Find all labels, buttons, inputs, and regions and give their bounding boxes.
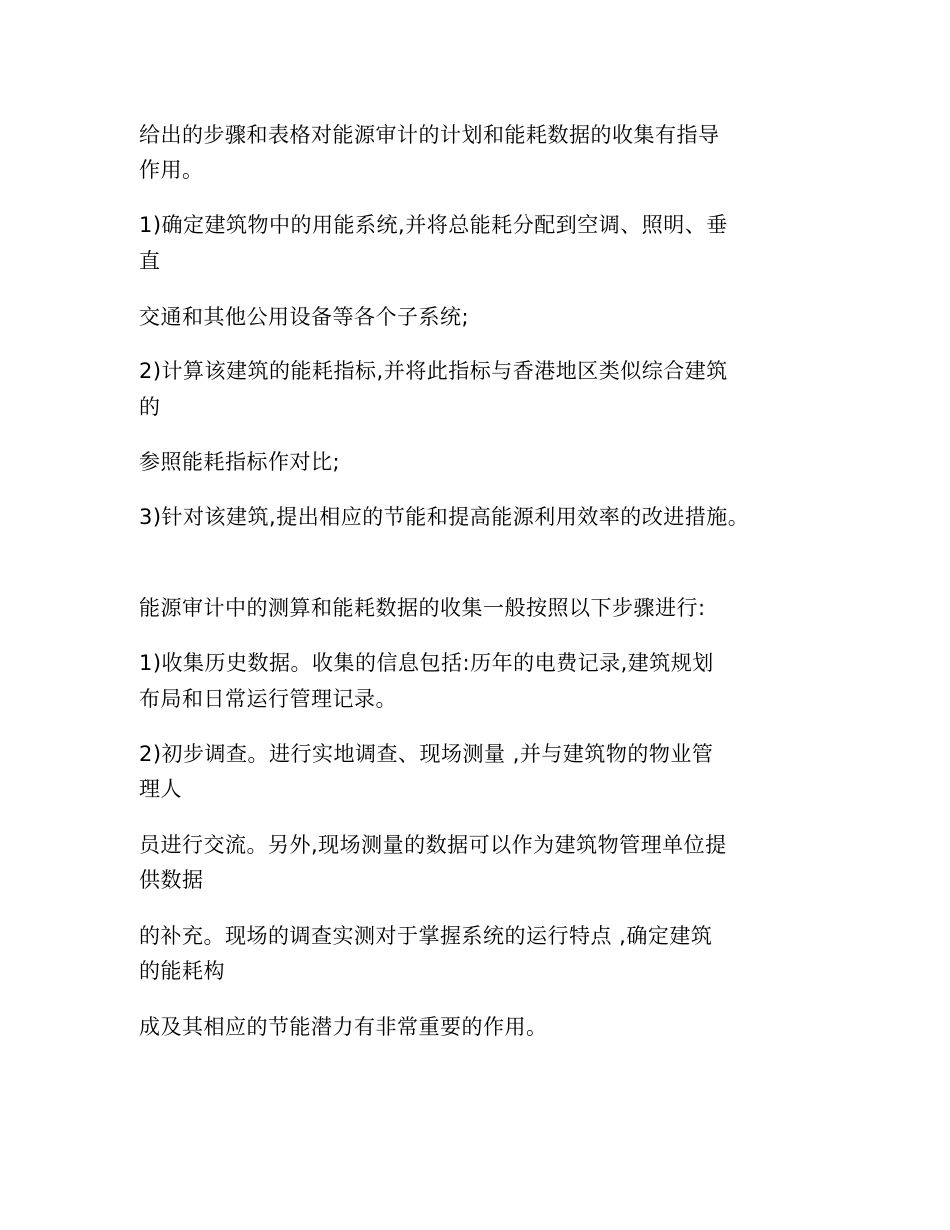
text-line: 的补充。现场的调查实测对于掌握系统的运行特点 ,确定建筑 bbox=[139, 924, 713, 948]
text-line: 供数据 bbox=[139, 868, 204, 892]
text-line: 2)初步调查。进行实地调查、现场测量 ,并与建筑物的物业管 bbox=[139, 742, 714, 766]
text-line: 1)收集历史数据。收集的信息包括:历年的电费记录,建筑规划 bbox=[139, 651, 714, 675]
text-line: 给出的步骤和表格对能源审计的计划和能耗数据的收集有指导 bbox=[139, 123, 720, 147]
text-line: 交通和其他公用设备等各个子系统; bbox=[139, 305, 470, 329]
text-line: 布局和日常运行管理记录。 bbox=[139, 687, 397, 711]
text-line: 的能耗构 bbox=[139, 959, 225, 983]
text-line: 的 bbox=[139, 395, 161, 419]
text-line: 理人 bbox=[139, 777, 182, 801]
text-line: 员进行交流。另外,现场测量的数据可以作为建筑物管理单位提 bbox=[139, 833, 727, 857]
text-line: 作用。 bbox=[139, 158, 204, 182]
text-line: 参照能耗指标作对比; bbox=[139, 450, 341, 474]
text-line: 直 bbox=[139, 249, 161, 273]
text-line: 1)确定建筑物中的用能系统,并将总能耗分配到空调、照明、垂 bbox=[139, 213, 728, 237]
text-line: 成及其相应的节能潜力有非常重要的作用。 bbox=[139, 1015, 548, 1039]
text-line: 2)计算该建筑的能耗指标,并将此指标与香港地区类似综合建筑 bbox=[139, 359, 728, 383]
text-line: 能源审计中的测算和能耗数据的收集一般按照以下步骤进行: bbox=[139, 596, 706, 620]
text-line: 3)针对该建筑,提出相应的节能和提高能源利用效率的改进措施。 bbox=[139, 505, 750, 529]
